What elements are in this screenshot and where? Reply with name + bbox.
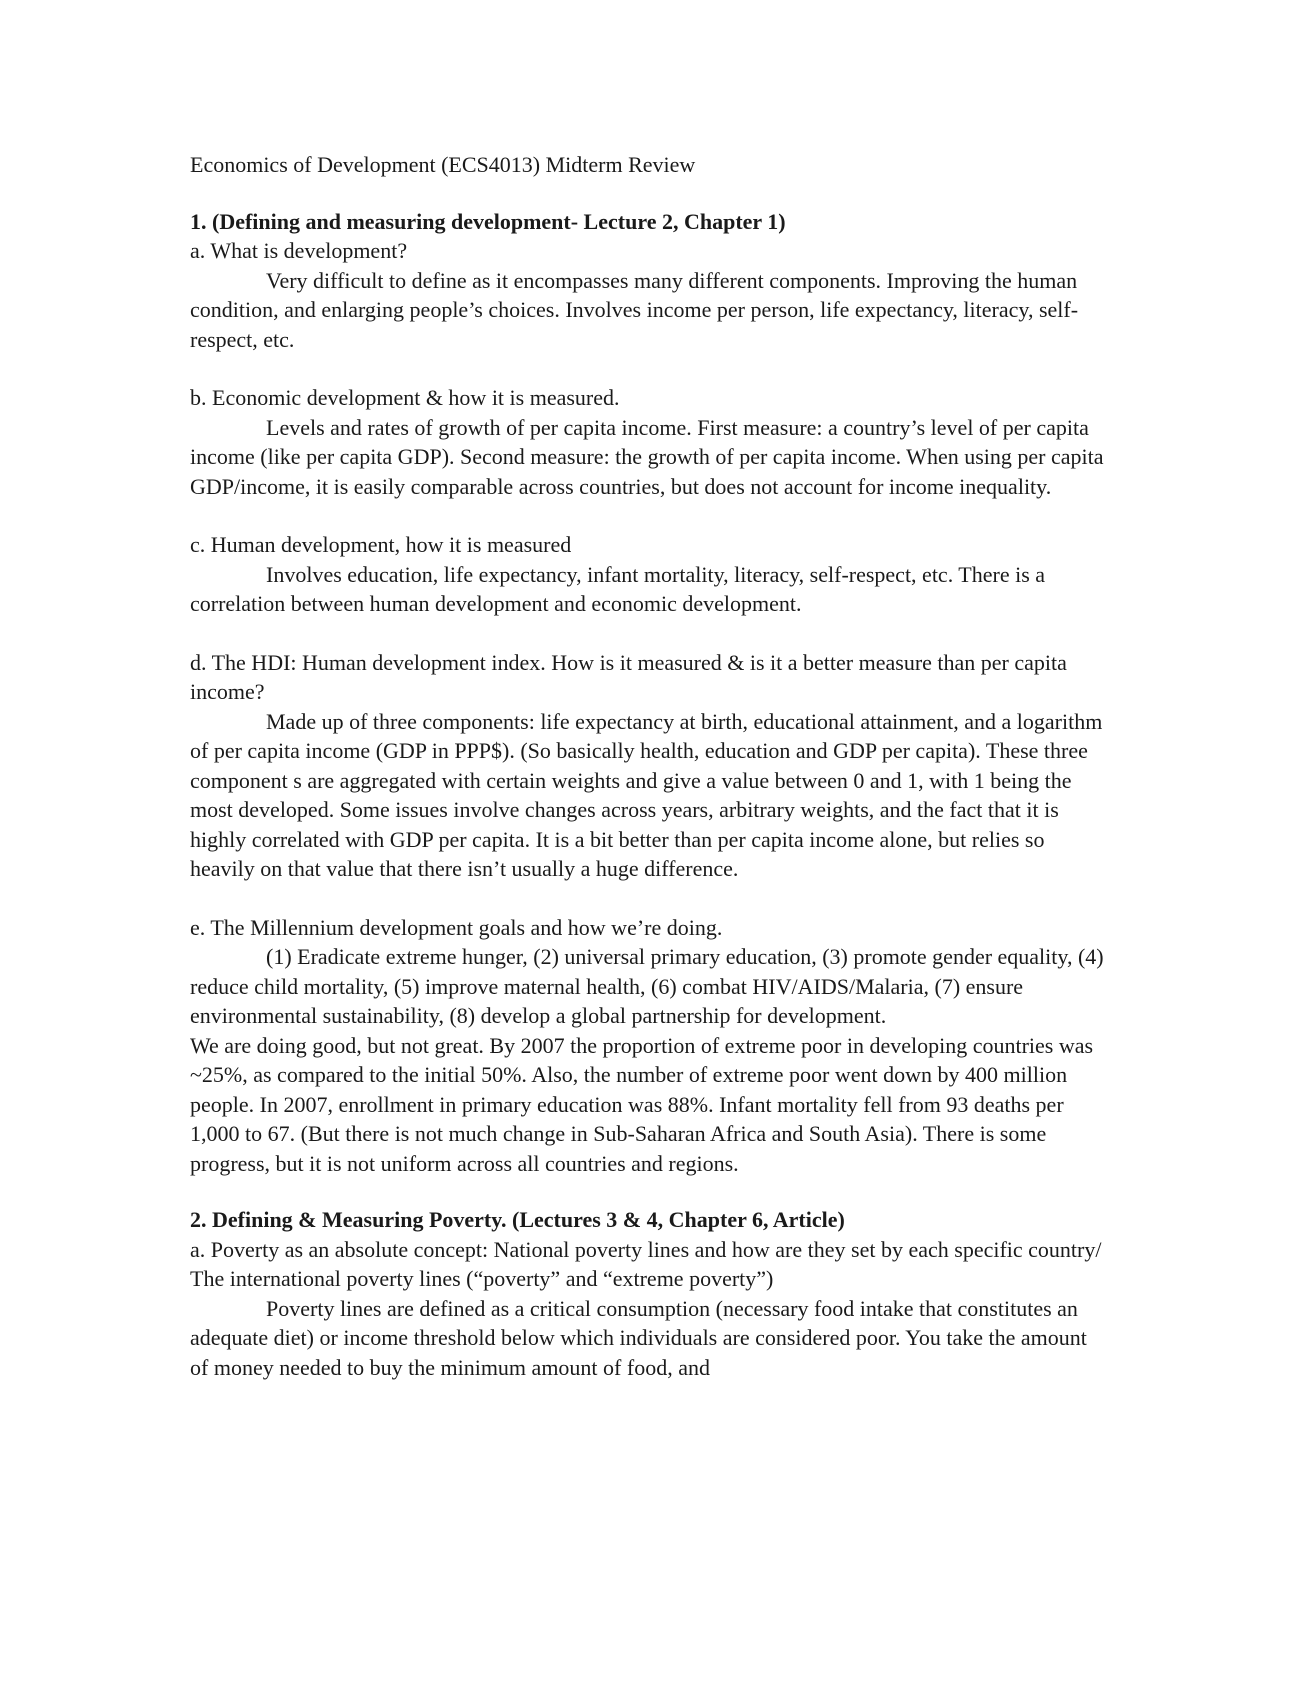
paragraph: Made up of three components: life expectancy at birth, educational attainment, and a logarithm of per capita income (GDP in PPP$). (So basically health, education and GDP per capita). These three component s are aggregated with certain weights and give a value between 0 and 1, with 1 being the most developed. Some issues involve changes across years, arbitrary weights, and the fact that it is highly correlated with GDP per capita. It is a bit better than per capita income alone, but relies so heavily on that value that there isn’t usually a huge difference. <box>190 708 1103 881</box>
item-label: c. Human development, how it is measured <box>190 532 572 557</box>
paragraph: Poverty lines are defined as a critical consumption (necessary food intake that constitutes an adequate diet) or income threshold below which individuals are considered poor. You take the amount of money needed to buy the minimum amount of food, and <box>190 1295 1087 1380</box>
paragraph: We are doing good, but not great. By 2007 the proportion of extreme poor in developing countries was ~25%, as compared to the initial 50%. Also, the number of extreme poor went down by 400 million people. In 2007, enrollment in primary education was 88%. Infant mortality fell from 93 deaths per 1,000 to 67. (But there is not much change in Sub-Saharan Africa and South Asia). There is some progress, but it is not uniform across all countries and regions. <box>190 1032 1094 1176</box>
item-1a <box>190 236 1110 354</box>
section-heading: 2. Defining & Measuring Poverty. (Lectures 3 & 4, Chapter 6, Article) <box>190 1207 845 1232</box>
item-1b <box>190 383 1110 501</box>
item-1e <box>190 913 1110 1179</box>
document-title: Economics of Development (ECS4013) Midterm Review <box>190 152 696 177</box>
item-label: d. The HDI: Human development index. How is it measured & is it a better measure than per capita income? <box>190 649 1067 704</box>
item-label: e. The Millennium development goals and how we’re doing. <box>190 914 723 940</box>
item-label: b. Economic development & how it is measured. <box>190 385 620 410</box>
document-page <box>190 150 1110 1409</box>
item-label: a. What is development? <box>190 238 408 263</box>
section-2 <box>190 1205 1110 1382</box>
item-1c <box>190 530 1110 619</box>
item-1d <box>190 648 1110 884</box>
paragraph: Very difficult to define as it encompasses many different components. Improving the human condition, and enlarging people’s choices. Involves income per person, life expectancy, literacy, self-respect, etc. <box>190 267 1079 352</box>
item-2a <box>190 1235 1110 1383</box>
section-1 <box>190 207 1110 1179</box>
section-heading: 1. (Defining and measuring development- Lecture 2, Chapter 1) <box>190 208 786 234</box>
paragraph: Levels and rates of growth of per capita income. First measure: a country’s level of per capita income (like per capita GDP). Second measure: the growth of per capita income. When using per capita GDP/income, it is easily comparable across countries, but does not account for income inequality. <box>190 414 1104 499</box>
item-label: a. Poverty as an absolute concept: National poverty lines and how are they set by each specific country/ The international poverty lines (“poverty” and “extreme poverty”) <box>190 1236 1102 1291</box>
paragraph: Involves education, life expectancy, infant mortality, literacy, self-respect, etc. There is a correlation between human development and economic development. <box>190 561 1046 616</box>
paragraph: (1) Eradicate extreme hunger, (2) universal primary education, (3) promote gender equality, (4) reduce child mortality, (5) improve maternal health, (6) combat HIV/AIDS/Malaria, (7) ensure environmental sustainability, (8) develop a global partnership for development. <box>190 944 1104 1028</box>
